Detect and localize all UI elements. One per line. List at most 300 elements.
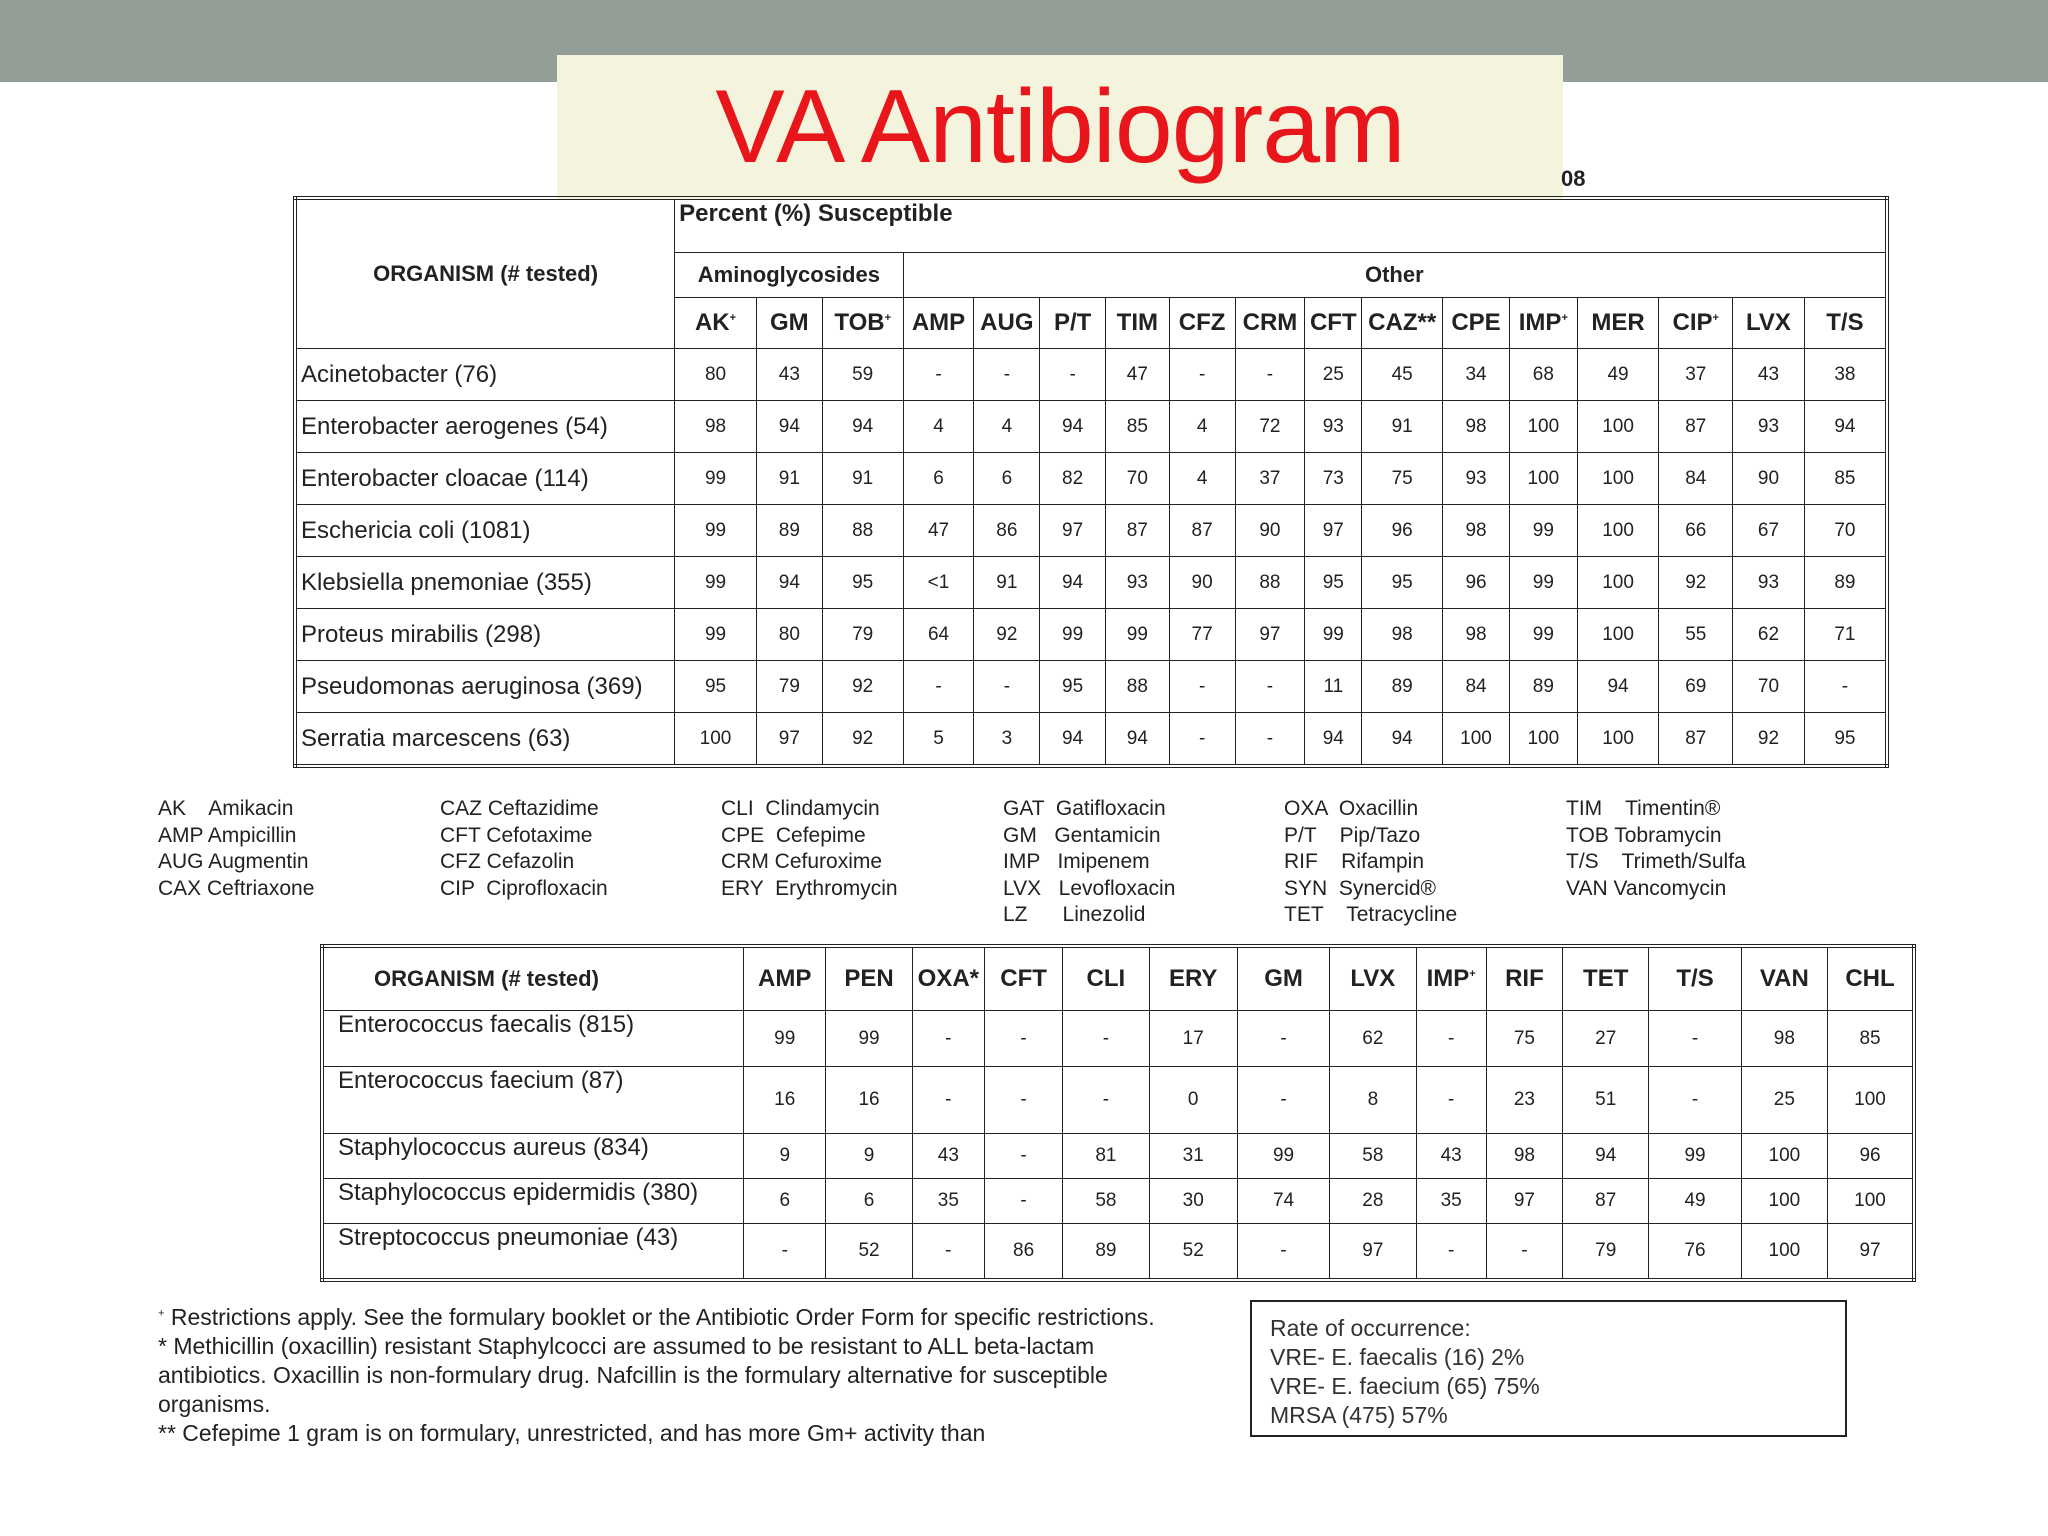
column-header: AMP (903, 298, 974, 349)
value-cell: 95 (1804, 713, 1887, 767)
value-cell: 95 (822, 557, 903, 609)
table-row (295, 609, 1887, 661)
value-cell: 45 (1362, 349, 1443, 401)
value-cell: - (974, 661, 1040, 713)
value-cell: 98 (1443, 609, 1510, 661)
legend-entry: IMP Imipenem (1003, 850, 1150, 873)
value-cell: 100 (1577, 713, 1659, 767)
value-cell: 37 (1235, 453, 1305, 505)
value-cell: 88 (1235, 557, 1305, 609)
value-cell: 94 (1040, 713, 1106, 767)
value-cell: 52 (826, 1224, 912, 1281)
value-cell: 100 (1443, 713, 1510, 767)
value-cell: 100 (1577, 401, 1659, 453)
value-cell: 37 (1659, 349, 1733, 401)
value-cell: 95 (1040, 661, 1106, 713)
gram-positive-table (320, 944, 1916, 1282)
value-cell: 47 (903, 505, 974, 557)
value-cell: 6 (974, 453, 1040, 505)
column-header: TET (1563, 946, 1649, 1011)
organism-header: ORGANISM (# tested) (322, 946, 744, 1011)
value-cell: 94 (1105, 713, 1169, 767)
value-cell: 49 (1577, 349, 1659, 401)
value-cell: 94 (822, 401, 903, 453)
organism-header: ORGANISM (# tested) (295, 198, 675, 349)
value-cell: 58 (1063, 1179, 1149, 1224)
value-cell: 85 (1828, 1011, 1914, 1067)
value-cell: - (1486, 1224, 1562, 1281)
legend-entry: RIF Rifampin (1284, 850, 1425, 873)
legend-entry: CAZ Ceftazidime (440, 797, 599, 820)
value-cell: 70 (1733, 661, 1805, 713)
value-cell: - (1649, 1011, 1741, 1067)
value-cell: 97 (756, 713, 822, 767)
organism-cell: Serratia marcescens (63) (295, 713, 675, 767)
value-cell: 98 (1741, 1011, 1827, 1067)
rate-title: Rate of occurrence: (1270, 1315, 1471, 1341)
value-cell: 23 (1486, 1067, 1562, 1134)
value-cell: 87 (1105, 505, 1169, 557)
column-header: CPE (1443, 298, 1510, 349)
value-cell: 99 (675, 557, 757, 609)
value-cell: 51 (1563, 1067, 1649, 1134)
value-cell: 98 (1443, 505, 1510, 557)
column-header: TOB+ (822, 298, 903, 349)
value-cell: - (1649, 1067, 1741, 1134)
value-cell: - (984, 1179, 1062, 1224)
value-cell: 89 (756, 505, 822, 557)
value-cell: 100 (1577, 609, 1659, 661)
value-cell: 69 (1659, 661, 1733, 713)
value-cell: 68 (1509, 349, 1577, 401)
column-header: T/S (1649, 946, 1741, 1011)
value-cell: 59 (822, 349, 903, 401)
value-cell: 90 (1733, 453, 1805, 505)
organism-cell: Enterobacter aerogenes (54) (295, 401, 675, 453)
value-cell: - (1235, 713, 1305, 767)
column-header: MER (1577, 298, 1659, 349)
legend-entry: VAN Vancomycin (1566, 876, 1727, 900)
legend-entry: GM Gentamicin (1003, 823, 1161, 847)
value-cell: 97 (1330, 1224, 1416, 1281)
value-cell: 84 (1443, 661, 1510, 713)
value-cell: 77 (1169, 609, 1235, 661)
value-cell: 100 (1828, 1179, 1914, 1224)
value-cell: 99 (1040, 609, 1106, 661)
value-cell: 99 (1305, 609, 1362, 661)
value-cell: - (1416, 1067, 1486, 1134)
value-cell: 31 (1149, 1134, 1237, 1179)
value-cell: 96 (1362, 505, 1443, 557)
table-row (295, 661, 1887, 713)
legend-col-2 (440, 796, 608, 902)
value-cell: 92 (822, 661, 903, 713)
value-cell: 100 (1741, 1179, 1827, 1224)
legend-entry: ERY Erythromycin (721, 876, 898, 900)
value-cell: 97 (1486, 1179, 1562, 1224)
organism-cell: Pseudomonas aeruginosa (369) (295, 661, 675, 713)
legend-entry: CFT Cefotaxime (440, 823, 593, 847)
value-cell: 94 (1362, 713, 1443, 767)
slide-title: VA Antibiogram (715, 69, 1405, 185)
value-cell: <1 (903, 557, 974, 609)
value-cell: 100 (1577, 557, 1659, 609)
value-cell: 97 (1305, 505, 1362, 557)
column-header: TIM (1105, 298, 1169, 349)
legend-entry: AUG Augmentin (158, 850, 309, 873)
footnotes (158, 1303, 1208, 1448)
value-cell: 6 (826, 1179, 912, 1224)
value-cell: - (1416, 1011, 1486, 1067)
value-cell: 70 (1804, 505, 1887, 557)
organism-cell: Staphylococcus aureus (834) (322, 1134, 744, 1179)
legend-entry: CIP Ciprofloxacin (440, 876, 608, 900)
value-cell: 87 (1659, 401, 1733, 453)
organism-cell: Klebsiella pnemoniae (355) (295, 557, 675, 609)
value-cell: 98 (1443, 401, 1510, 453)
value-cell: 35 (1416, 1179, 1486, 1224)
value-cell: - (1169, 713, 1235, 767)
value-cell: 97 (1040, 505, 1106, 557)
table-row (322, 1224, 1914, 1281)
organism-cell: Enterococcus faecalis (815) (322, 1011, 744, 1067)
column-header: CLI (1063, 946, 1149, 1011)
value-cell: 92 (822, 713, 903, 767)
value-cell: 94 (756, 557, 822, 609)
value-cell: - (984, 1134, 1062, 1179)
organism-cell: Proteus mirabilis (298) (295, 609, 675, 661)
value-cell: 98 (1486, 1134, 1562, 1179)
value-cell: 93 (1305, 401, 1362, 453)
value-cell: 55 (1659, 609, 1733, 661)
column-header: AMP (744, 946, 826, 1011)
value-cell: 98 (1362, 609, 1443, 661)
column-header: CFT (984, 946, 1062, 1011)
table-row (295, 349, 1887, 401)
value-cell: 87 (1659, 713, 1733, 767)
value-cell: 89 (1362, 661, 1443, 713)
column-header: CFT (1305, 298, 1362, 349)
legend-entry: SYN Synercid® (1284, 876, 1437, 900)
footnote-restrictions: + Restrictions apply. See the formulary booklet or the Antibiotic Order Form for specific restrictions. (158, 1304, 1155, 1330)
value-cell: 94 (1040, 401, 1106, 453)
footnote-methicillin: * Methicillin (oxacillin) resistant Staphylcocci are assumed to be resistant to ALL beta-lactam antibiotics. Oxacillin is non-formulary drug. Nafcillin is the formulary alternative for susceptible organisms. (158, 1333, 1108, 1417)
value-cell: 16 (826, 1067, 912, 1134)
value-cell: 43 (1733, 349, 1805, 401)
value-cell: 85 (1804, 453, 1887, 505)
organism-cell: Eschericia coli (1081) (295, 505, 675, 557)
value-cell: 99 (1649, 1134, 1741, 1179)
value-cell: 92 (1733, 713, 1805, 767)
value-cell: 0 (1149, 1067, 1237, 1134)
column-header: GM (1237, 946, 1329, 1011)
table-row (295, 557, 1887, 609)
value-cell: 91 (974, 557, 1040, 609)
column-header: CAZ** (1362, 298, 1443, 349)
value-cell: 76 (1649, 1224, 1741, 1281)
value-cell: 86 (984, 1224, 1062, 1281)
value-cell: 87 (1169, 505, 1235, 557)
value-cell: 99 (1509, 557, 1577, 609)
value-cell: 91 (1362, 401, 1443, 453)
value-cell: 90 (1169, 557, 1235, 609)
value-cell: 99 (675, 505, 757, 557)
value-cell: 43 (912, 1134, 984, 1179)
value-cell: 93 (1733, 401, 1805, 453)
table-row (322, 1134, 1914, 1179)
rate-line: VRE- E. faecalis (16) 2% (1270, 1344, 1525, 1370)
column-header: AK+ (675, 298, 757, 349)
title-box (557, 55, 1563, 199)
legend-entry: AMP Ampicillin (158, 823, 297, 847)
value-cell: 6 (744, 1179, 826, 1224)
value-cell: 100 (1577, 505, 1659, 557)
column-header: CHL (1828, 946, 1914, 1011)
legend-entry: CFZ Cefazolin (440, 850, 575, 873)
value-cell: 95 (1305, 557, 1362, 609)
legend-entry: T/S Trimeth/Sulfa (1566, 850, 1746, 873)
value-cell: - (1416, 1224, 1486, 1281)
column-header: CFZ (1169, 298, 1235, 349)
value-cell: - (903, 349, 974, 401)
value-cell: 92 (974, 609, 1040, 661)
value-cell: - (984, 1067, 1062, 1134)
value-cell: 95 (675, 661, 757, 713)
value-cell: - (1169, 349, 1235, 401)
value-cell: 87 (1563, 1179, 1649, 1224)
value-cell: 62 (1330, 1011, 1416, 1067)
value-cell: 99 (744, 1011, 826, 1067)
legend-entry: TOB Tobramycin (1566, 823, 1722, 847)
legend-col-1 (158, 796, 314, 902)
value-cell: 64 (903, 609, 974, 661)
column-header: LVX (1330, 946, 1416, 1011)
value-cell: 99 (675, 609, 757, 661)
value-cell: 4 (974, 401, 1040, 453)
value-cell: 99 (1509, 505, 1577, 557)
column-header: OXA* (912, 946, 984, 1011)
organism-cell: Enterobacter cloacae (114) (295, 453, 675, 505)
value-cell: 93 (1105, 557, 1169, 609)
table-row (322, 1179, 1914, 1224)
organism-cell: Enterococcus faecium (87) (322, 1067, 744, 1134)
value-cell: 94 (1563, 1134, 1649, 1179)
column-header: AUG (974, 298, 1040, 349)
value-cell: 96 (1443, 557, 1510, 609)
table-row (295, 505, 1887, 557)
value-cell: 99 (1237, 1134, 1329, 1179)
value-cell: - (912, 1067, 984, 1134)
value-cell: 75 (1362, 453, 1443, 505)
value-cell: 100 (1828, 1067, 1914, 1134)
value-cell: 81 (1063, 1134, 1149, 1179)
column-header: IMP+ (1416, 946, 1486, 1011)
value-cell: 89 (1804, 557, 1887, 609)
value-cell: 67 (1733, 505, 1805, 557)
value-cell: - (1063, 1067, 1149, 1134)
rate-line: MRSA (475) 57% (1270, 1402, 1448, 1428)
value-cell: - (744, 1224, 826, 1281)
legend-entry: LZ Linezolid (1003, 903, 1146, 926)
value-cell: 89 (1063, 1224, 1149, 1281)
value-cell: 100 (1577, 453, 1659, 505)
value-cell: 95 (1362, 557, 1443, 609)
legend-entry: AK Amikacin (158, 797, 294, 820)
percent-susceptible-header: Percent (%) Susceptible (675, 198, 1887, 253)
value-cell: 52 (1149, 1224, 1237, 1281)
value-cell: 94 (1040, 557, 1106, 609)
table-row (322, 1067, 1914, 1134)
value-cell: 100 (1741, 1134, 1827, 1179)
value-cell: - (912, 1224, 984, 1281)
other-header: Other (903, 253, 1887, 298)
value-cell: - (1237, 1224, 1329, 1281)
table-row (322, 1011, 1914, 1067)
value-cell: 93 (1443, 453, 1510, 505)
value-cell: 72 (1235, 401, 1305, 453)
value-cell: - (1169, 661, 1235, 713)
year-fragment: 08 (1561, 166, 1586, 191)
organism-cell: Streptococcus pneumoniae (43) (322, 1224, 744, 1281)
value-cell: 80 (675, 349, 757, 401)
legend-entry: CRM Cefuroxime (721, 850, 883, 873)
value-cell: 99 (675, 453, 757, 505)
value-cell: 9 (744, 1134, 826, 1179)
value-cell: 16 (744, 1067, 826, 1134)
value-cell: - (1237, 1067, 1329, 1134)
legend-entry: OXA Oxacillin (1284, 797, 1419, 820)
value-cell: 94 (1305, 713, 1362, 767)
value-cell: 5 (903, 713, 974, 767)
column-header: LVX (1733, 298, 1805, 349)
value-cell: - (1804, 661, 1887, 713)
value-cell: 93 (1733, 557, 1805, 609)
value-cell: 84 (1659, 453, 1733, 505)
value-cell: 91 (822, 453, 903, 505)
column-header: T/S (1804, 298, 1887, 349)
value-cell: 99 (1509, 609, 1577, 661)
value-cell: - (1237, 1011, 1329, 1067)
value-cell: 43 (756, 349, 822, 401)
value-cell: 89 (1509, 661, 1577, 713)
value-cell: 25 (1741, 1067, 1827, 1134)
value-cell: 4 (1169, 401, 1235, 453)
value-cell: 86 (974, 505, 1040, 557)
value-cell: 30 (1149, 1179, 1237, 1224)
value-cell: 88 (1105, 661, 1169, 713)
value-cell: 34 (1443, 349, 1510, 401)
value-cell: 80 (756, 609, 822, 661)
value-cell: - (912, 1011, 984, 1067)
column-header: RIF (1486, 946, 1562, 1011)
value-cell: 100 (1509, 401, 1577, 453)
column-header: PEN (826, 946, 912, 1011)
value-cell: - (974, 349, 1040, 401)
value-cell: 94 (1804, 401, 1887, 453)
value-cell: 4 (1169, 453, 1235, 505)
value-cell: 79 (756, 661, 822, 713)
value-cell: 47 (1105, 349, 1169, 401)
column-header: CRM (1235, 298, 1305, 349)
value-cell: 27 (1563, 1011, 1649, 1067)
value-cell: 71 (1804, 609, 1887, 661)
legend-entry: LVX Levofloxacin (1003, 876, 1176, 900)
value-cell: 58 (1330, 1134, 1416, 1179)
value-cell: 92 (1659, 557, 1733, 609)
value-cell: 100 (675, 713, 757, 767)
table-row (295, 401, 1887, 453)
legend-entry: CPE Cefepime (721, 823, 866, 847)
footnote-cefepime: ** Cefepime 1 gram is on formulary, unrestricted, and has more Gm+ activity than (158, 1420, 986, 1446)
value-cell: 75 (1486, 1011, 1562, 1067)
value-cell: 91 (756, 453, 822, 505)
value-cell: - (903, 661, 974, 713)
value-cell: 99 (1105, 609, 1169, 661)
value-cell: 90 (1235, 505, 1305, 557)
value-cell: 100 (1741, 1224, 1827, 1281)
table-row (295, 713, 1887, 767)
legend-col-6 (1566, 796, 1746, 902)
legend-entry: CLI Clindamycin (721, 797, 880, 820)
legend-col-5 (1284, 796, 1457, 929)
value-cell: - (984, 1011, 1062, 1067)
value-cell: 79 (822, 609, 903, 661)
value-cell: 28 (1330, 1179, 1416, 1224)
value-cell: 66 (1659, 505, 1733, 557)
column-header: P/T (1040, 298, 1106, 349)
value-cell: 11 (1305, 661, 1362, 713)
value-cell: 74 (1237, 1179, 1329, 1224)
value-cell: - (1235, 349, 1305, 401)
value-cell: - (1063, 1011, 1149, 1067)
legend-entry: TIM Timentin® (1566, 797, 1721, 820)
value-cell: 85 (1105, 401, 1169, 453)
value-cell: 97 (1828, 1224, 1914, 1281)
column-header: IMP+ (1509, 298, 1577, 349)
value-cell: 100 (1509, 713, 1577, 767)
rate-line: VRE- E. faecium (65) 75% (1270, 1373, 1540, 1399)
value-cell: - (1235, 661, 1305, 713)
value-cell: 9 (826, 1134, 912, 1179)
legend-entry: CAX Ceftriaxone (158, 876, 315, 900)
legend-entry: GAT Gatifloxacin (1003, 797, 1166, 820)
value-cell: 94 (756, 401, 822, 453)
legend-col-3 (721, 796, 898, 902)
legend-entry: TET Tetracycline (1284, 903, 1458, 926)
value-cell: 4 (903, 401, 974, 453)
rate-of-occurrence-box (1250, 1300, 1847, 1437)
value-cell: 79 (1563, 1224, 1649, 1281)
aminoglycosides-header: Aminoglycosides (675, 253, 903, 298)
value-cell: 3 (974, 713, 1040, 767)
value-cell: 98 (675, 401, 757, 453)
legend-entry: P/T Pip/Tazo (1284, 823, 1421, 847)
value-cell: 88 (822, 505, 903, 557)
value-cell: 96 (1828, 1134, 1914, 1179)
column-header: GM (756, 298, 822, 349)
value-cell: 100 (1509, 453, 1577, 505)
value-cell: 73 (1305, 453, 1362, 505)
table-row (295, 453, 1887, 505)
value-cell: 49 (1649, 1179, 1741, 1224)
value-cell: 17 (1149, 1011, 1237, 1067)
value-cell: - (1040, 349, 1106, 401)
value-cell: 25 (1305, 349, 1362, 401)
column-header: VAN (1741, 946, 1827, 1011)
legend-col-4 (1003, 796, 1175, 929)
value-cell: 94 (1577, 661, 1659, 713)
value-cell: 43 (1416, 1134, 1486, 1179)
